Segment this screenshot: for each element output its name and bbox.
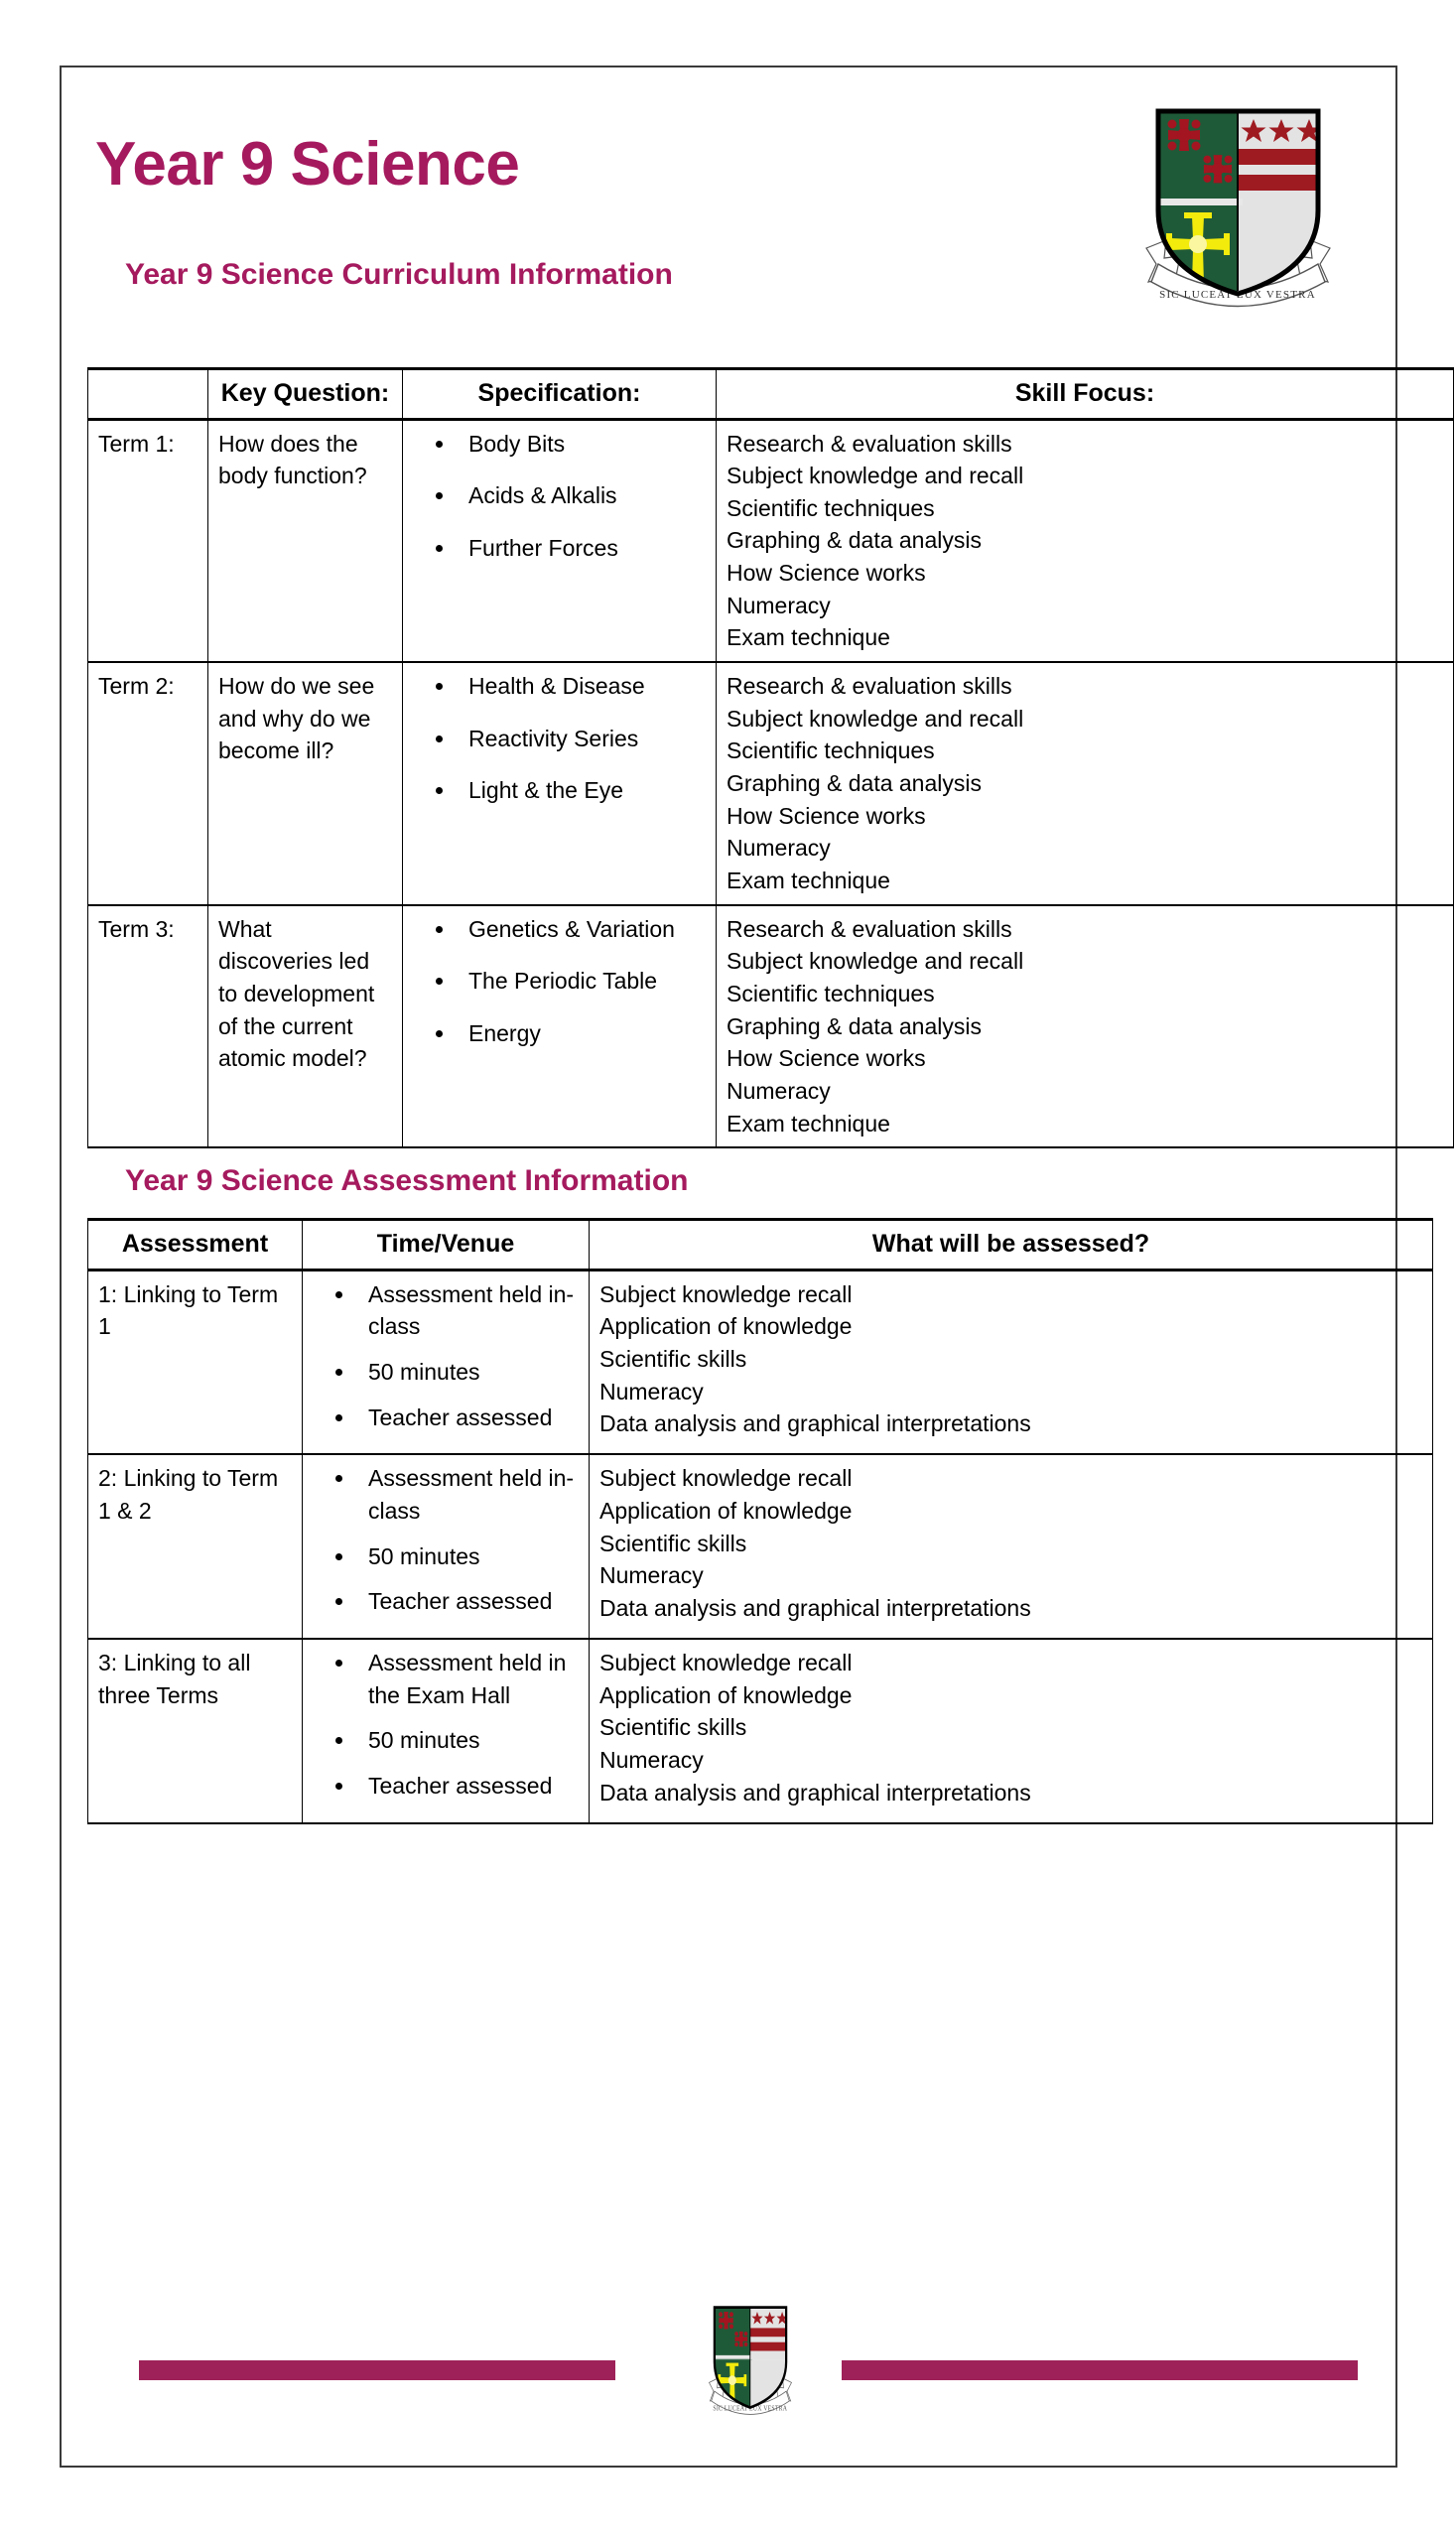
time-venue-cell bbox=[303, 1270, 590, 1454]
list-item: • Health & Disease bbox=[457, 670, 706, 703]
term-label: Term 2: bbox=[88, 662, 208, 905]
list-item: Scientific techniques bbox=[727, 737, 935, 764]
specification-list bbox=[413, 913, 706, 1050]
svg-text:SIC LUCEAT LUX VESTRA: SIC LUCEAT LUX VESTRA bbox=[713, 2404, 788, 2413]
skill-focus-cell bbox=[717, 662, 1454, 905]
list-item: Numeracy bbox=[727, 835, 831, 862]
skill-focus-list bbox=[727, 913, 1443, 1140]
list-item: • Teacher assessed bbox=[356, 1402, 579, 1434]
list-item: • Acids & Alkalis bbox=[457, 479, 706, 512]
list-item: Subject knowledge recall bbox=[599, 1280, 853, 1307]
time-venue-list bbox=[313, 1462, 579, 1618]
table-row bbox=[88, 1454, 1433, 1639]
assessment-section-title: Year 9 Science Assessment Information bbox=[125, 1164, 689, 1198]
list-item: Data analysis and graphical interpretations bbox=[599, 1595, 1031, 1622]
time-venue-cell bbox=[303, 1454, 590, 1639]
list-item: How Science works bbox=[727, 1045, 926, 1072]
list-item: Data analysis and graphical interpretations bbox=[599, 1779, 1031, 1805]
document-footer bbox=[87, 2323, 1370, 2452]
term-label: Term 3: bbox=[88, 905, 208, 1148]
skill-focus-list bbox=[727, 670, 1443, 897]
list-item: Graphing & data analysis bbox=[727, 1012, 982, 1039]
list-item: How Science works bbox=[727, 802, 926, 829]
assessment-name-cell: 3: Linking to all three Terms bbox=[88, 1639, 303, 1823]
col-header-what-assessed: What will be assessed? bbox=[590, 1220, 1433, 1270]
curriculum-table bbox=[87, 367, 1454, 1148]
list-item: • Assessment held in-class bbox=[356, 1278, 579, 1343]
list-item: Numeracy bbox=[727, 592, 831, 618]
list-item: • Genetics & Variation bbox=[457, 913, 706, 946]
time-venue-list bbox=[313, 1278, 579, 1434]
page-title: Year 9 Science bbox=[95, 130, 520, 199]
table-row bbox=[88, 662, 1454, 905]
list-item: Exam technique bbox=[727, 1110, 890, 1137]
assessment-name-cell: 2: Linking to Term 1 & 2 bbox=[88, 1454, 303, 1639]
time-venue-list bbox=[313, 1647, 579, 1803]
specification-list bbox=[413, 428, 706, 565]
col-header-assessment: Assessment bbox=[88, 1220, 303, 1270]
list-item: • Teacher assessed bbox=[356, 1585, 579, 1618]
list-item: Research & evaluation skills bbox=[727, 430, 1012, 457]
list-item: Scientific techniques bbox=[727, 981, 935, 1006]
list-item: • Teacher assessed bbox=[356, 1770, 579, 1803]
col-header-time-venue: Time/Venue bbox=[303, 1220, 590, 1270]
list-item: Scientific skills bbox=[599, 1346, 747, 1373]
assessment-table-body bbox=[88, 1220, 1433, 1823]
document-header bbox=[87, 99, 1370, 367]
list-item: Scientific techniques bbox=[727, 494, 935, 521]
table-row bbox=[88, 419, 1454, 662]
list-item: Application of knowledge bbox=[599, 1681, 853, 1708]
list-item: How Science works bbox=[727, 560, 926, 587]
specification-cell bbox=[403, 662, 717, 905]
list-item: Numeracy bbox=[599, 1562, 704, 1589]
list-item: • Assessment held in-class bbox=[356, 1462, 579, 1527]
list-item: Scientific skills bbox=[599, 1530, 747, 1556]
page-subtitle: Year 9 Science Curriculum Information bbox=[125, 258, 673, 291]
skill-focus-list bbox=[727, 428, 1443, 655]
school-crest-icon bbox=[1136, 99, 1340, 308]
what-assessed-cell bbox=[590, 1270, 1433, 1454]
svg-text:SIC LUCEAT LUX VESTRA: SIC LUCEAT LUX VESTRA bbox=[1159, 289, 1316, 301]
term-label: Term 1: bbox=[88, 419, 208, 662]
footer-bar-right bbox=[842, 2360, 1358, 2380]
list-item: Subject knowledge and recall bbox=[727, 463, 1024, 489]
assessment-name-cell: 1: Linking to Term 1 bbox=[88, 1270, 303, 1454]
specification-cell bbox=[403, 419, 717, 662]
list-item: • The Periodic Table bbox=[457, 965, 706, 998]
footer-school-crest-icon bbox=[705, 2301, 796, 2418]
col-header-specification: Specification: bbox=[403, 369, 717, 420]
list-item: • 50 minutes bbox=[356, 1540, 579, 1573]
list-item: • Energy bbox=[457, 1017, 706, 1050]
specification-cell bbox=[403, 905, 717, 1148]
list-item: • 50 minutes bbox=[356, 1724, 579, 1757]
list-item: Graphing & data analysis bbox=[727, 770, 982, 797]
list-item: • Light & the Eye bbox=[457, 774, 706, 807]
list-item: Numeracy bbox=[599, 1747, 704, 1773]
list-item: Data analysis and graphical interpretations bbox=[599, 1410, 1031, 1437]
list-item: Subject knowledge recall bbox=[599, 1465, 853, 1492]
list-item: Numeracy bbox=[599, 1378, 704, 1404]
key-question-cell: How does the body function? bbox=[208, 419, 403, 662]
what-assessed-list bbox=[599, 1647, 1422, 1808]
time-venue-cell bbox=[303, 1639, 590, 1823]
list-item: • Reactivity Series bbox=[457, 723, 706, 755]
table-row bbox=[88, 905, 1454, 1148]
document-content bbox=[87, 99, 1370, 1824]
list-item: • Body Bits bbox=[457, 428, 706, 461]
curriculum-table-header-row bbox=[88, 369, 1454, 420]
assessment-table bbox=[87, 1218, 1433, 1823]
list-item: Subject knowledge and recall bbox=[727, 705, 1024, 732]
footer-bar-left bbox=[139, 2360, 615, 2380]
key-question-cell: How do we see and why do we become ill? bbox=[208, 662, 403, 905]
skill-focus-cell bbox=[717, 419, 1454, 662]
what-assessed-list bbox=[599, 1278, 1422, 1440]
key-question-cell: What discoveries led to development of the current atomic model? bbox=[208, 905, 403, 1148]
list-item: Graphing & data analysis bbox=[727, 527, 982, 554]
col-header-blank bbox=[88, 369, 208, 420]
list-item: Research & evaluation skills bbox=[727, 915, 1012, 942]
what-assessed-cell bbox=[590, 1639, 1433, 1823]
what-assessed-list bbox=[599, 1462, 1422, 1624]
list-item: Numeracy bbox=[727, 1077, 831, 1104]
skill-focus-cell bbox=[717, 905, 1454, 1148]
what-assessed-cell bbox=[590, 1454, 1433, 1639]
specification-list bbox=[413, 670, 706, 807]
list-item: Subject knowledge recall bbox=[599, 1650, 853, 1676]
list-item: • 50 minutes bbox=[356, 1356, 579, 1389]
list-item: • Assessment held in the Exam Hall bbox=[356, 1647, 579, 1711]
list-item: Exam technique bbox=[727, 868, 890, 894]
col-header-skill-focus: Skill Focus: bbox=[717, 369, 1454, 420]
list-item: Scientific skills bbox=[599, 1714, 747, 1741]
list-item: • Further Forces bbox=[457, 532, 706, 565]
list-item: Application of knowledge bbox=[599, 1313, 853, 1340]
list-item: Research & evaluation skills bbox=[727, 673, 1012, 700]
list-item: Subject knowledge and recall bbox=[727, 948, 1024, 975]
list-item: Exam technique bbox=[727, 624, 890, 651]
curriculum-table-body bbox=[88, 369, 1454, 1148]
col-header-key-question: Key Question: bbox=[208, 369, 403, 420]
assessment-table-header-row bbox=[88, 1220, 1433, 1270]
list-item: Application of knowledge bbox=[599, 1498, 853, 1525]
table-row bbox=[88, 1270, 1433, 1454]
table-row bbox=[88, 1639, 1433, 1823]
